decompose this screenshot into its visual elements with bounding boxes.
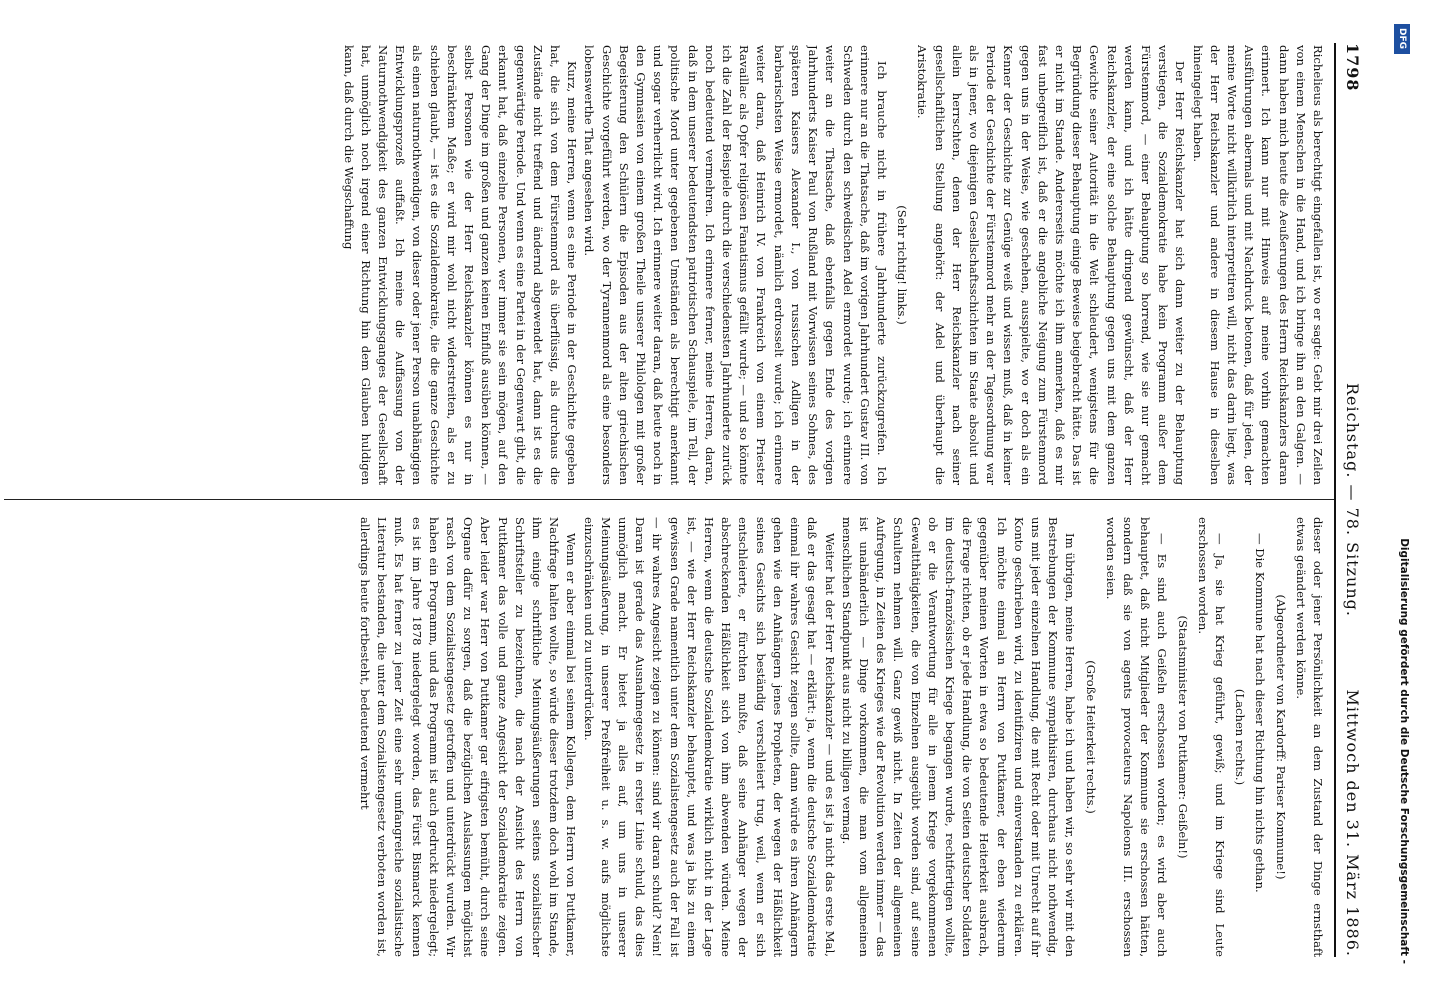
session-title: Reichstag. — 78. Sitzung. (1343, 383, 1362, 617)
page-number: 1798 (1343, 43, 1362, 92)
interjection: (Staatsminister von Puttkamer: Geißeln!) (1175, 615, 1190, 859)
paragraph: Im übrigen, meine Herren, habe ich und haben wir, so sehr wir mit den Bestrebungen der Kommune sympathisiren, durchaus nicht nothwendig, uns mit jeder einzelnen Handlung, die mit Recht oder mit Unrecht auf ihr Konto geschrieben wird, zu identifiziren und einverstanden zu erklären. Ich möchte einmal an Herrn von Puttkamer, der eben wiederum gegenüber meinen Worten in etwa so bedeutende Heiterkeit ausbrach, die Frage richten, ob er jede Handlung, die von Seiten deutscher Soldaten im deutsch-französischen Kriege begangen wurde, rechtfertigen wollte, ob er die Verantwortung für alle in jenem Kriege vorgekommenen Gewaltthätigkeiten, die von Einzelnen ausgeübt worden sind, auf seine Schultern nehmen will. Ganz gewiß nicht. In Zeiten der allgemeinen Aufregung, in Zeiten des Krieges wie der Revolution werden immer — das ist unabänderlich — Dinge vorkommen, die man vom allgemeinen menschlichen Standpunkt aus nicht zu billigen vermag. (839, 517, 1078, 957)
interjection: (Abgeordneter von Kardorff: Pariser Kommune!) (1273, 594, 1288, 880)
rotated-scanned-page (0, 25, 1370, 975)
digitization-credit (1386, 24, 1426, 984)
paragraph: Wenn er aber einmal bei seinem Kollegen, dem Herrn von Puttkamer, Nachfrage halten wollte, so würde dieser trotzdem doch wohl im Stande, ihm einige schriftliche Meinungsäußerungen seitens sozialistischer Schriftsteller zu bezeichnen, die nach der Ansicht des Herrn von Puttkamer das volle und ganze Angesicht der Sozialdemokratie zeigen. Aber leider war Herr von Puttkamer gar eifrigsten bemüht, durch seine Organe dafür zu sorgen, daß die bezüglichen Auslassungen möglichst rasch von dem Sozialistengesetz getroffen und unterdrückt wurden. Wir haben ein Programm, und das Programm ist auch gedruckt niedergelegt; es ist im Jahre 1878 niedergelegt worden, das Fürst Bismarck kennen muß. Es hat ferner zu jener Zeit eine sehr umfangreiche sozialistische Literatur bestanden, die unter dem Sozialistengesetz verboten worden ist, allerdings heute fortbesteht, bedeutend vermehrt (358, 517, 579, 957)
page-header (1338, 43, 1364, 957)
digitization-credit-text: Digitalisierung gefördert durch die Deutsche Forschungsgemeinschaft - (1398, 538, 1410, 964)
interjection: (Lachen rechts.) (1233, 688, 1248, 786)
paragraph: Kurz, meine Herren, wenn es eine Periode in der Geschichte gegeben hat, die sich von dem Fürstenmord als überflüssig, als durchaus die Zustände nicht treffend und ändernd abgewendet hat, dann ist es die gegenwärtige Periode. Und wenn es eine Partei in der Gegenwart gibt, die erkannt hat, daß einzelne Personen, wer immer sie sein mögen, auf den Gang der Dinge im großen und ganzen keinen Einfluß ausüben können, — selbst Personen wie der Herr Reichskanzler können es nur in beschränktem Maße; er wird mir wohl nicht widerstreiten, als er zu schieben glaubt, — ist es die Sozialdemokratie, die die ganze Geschichte als einen naturnothwendigen, von dieser oder jener Person unabhängigen Entwicklungsprozeß auffaßt. Ich meine die Auffassung von der Naturnothwendigkeit des ganzen Entwicklungsganges der Gesellschaft hat, unmöglich noch irgend einer Richtung hin dem Glauben huldigen kann, daß durch die Wegschaffung (341, 45, 580, 485)
header-rule (1334, 43, 1336, 957)
interjection: (Sehr richtig! links.) (895, 205, 910, 325)
paragraph: Ich brauche nicht in frühere Jahrhunderte zurückzugreifen. Ich erinnere nur an die Thatsache, daß im vorigen Jahrhundert Gustav III. von Schweden durch den schwedischen Adel ermordet wurde; ich erinnere weiter an die Thatsache, daß ebenfalls gegen Ende des vorigen Jahrhunderts Kaiser Paul von Rußland mit Vorwissen seines Sohnes, des späteren Kaisers Alexander I., von russischen Adligen in der barbarischsten Weise ermordet, nämlich erdrosselt wurde; ich erinnere weiter daran, daß Heinrich IV. von Frankreich von einem Priester Ravaillac als Opfer religiösen Fanatismus gefällt wurde; — und so könnte ich die Zahl der Beispiele durch die verschiedensten Jahrhunderte zurück noch bedeutend vermehren. Ich erinnere ferner, meine Herren, daran, daß in dem unserer bedeutendsten patriotischen Schauspiele, im Tell, der politische Mord unter gegebenen Umständen als berechtigt anerkannt und sogar verherrlicht wird. Ich erinnere weiter daran, daß heute noch in den Gymnasien von einem großen Theile unserer Philologen mit großer Begeisterung den Schülern die Episoden aus der alten griechischen Geschichte vorgeführt werden, wo der Tyrannenmord als eine besonders lobenswerthe That angesehen wird. (582, 45, 889, 485)
paragraph: Der Herr Reichskanzler hat sich dann weiter zu der Behauptung verstiegen, die Sozialdemokratie habe kein Programm außer dem Fürstenmord, — einer Behauptung so horrend, wie sie nur gemacht werden kann, und ich hätte dringend gewünscht, daß der Herr Reichskanzler, der eine solche Behauptung gegen uns mit dem ganzen Gewichte seiner Autorität in die Welt schleudert, wenigstens für die Begründung dieser Behauptung einige Beweise beigebracht hätte. Das ist er nicht im Stande. Andererseits möchte ich ihm anmerken, daß es mir fast unbegreiflich ist, daß er die angebliche Neigung zum Fürstenmord gegen uns in der Weise, wie geschehen, ausspielte, wo er doch als ein Kenner der Geschichte zur Genüge weiß und wissen muß, daß in keiner Periode der Geschichte der Fürstenmord mehr an der Tagesordnung war als in jener, wo diejenigen Gesellschaftsschichten im Staate absolut und allein herrschten, denen der Herr Reichskanzler nach seiner gesellschaftlichen Stellung angehört: der Adel und überhaupt die Aristokratie. (915, 45, 1188, 485)
dfg-logo: DFG (1394, 24, 1410, 54)
paragraph: — Die Kommune hat nach dieser Richtung hin nichts gethan. (1253, 533, 1268, 893)
paragraph: Richelieus als berechtigt eingefallen ist, wo er sagte: Gebt mir drei Zeilen von einem Menschen in die Hand, und ich bringe ihn an den Galgen. — dann haben mich heute die Aeußerungen des Herrn Reichskanzlers daran erinnert. Ich kann nur mit Hinweis auf meine vorhin gemachten Ausführungen abermals und mit Nachdruck betonen, daß für jeden, der meine Worte nicht willkürlich interpretiren will, nicht das darin liegt, was der Herr Reichskanzler und andere in diesem Hause in dieselben hineingelegt haben. (1190, 45, 1325, 485)
paragraph: dieser oder jener Persönlichkeit an dem Zustand der Dinge ernsthaft etwas geändert werden könne. (1293, 517, 1325, 957)
paragraph: — Ja, sie hat Krieg geführt, gewiß; und im Kriege sind Leute erschossen worden. (1195, 517, 1227, 957)
left-column (6, 45, 1326, 485)
column-divider (4, 499, 1334, 500)
session-date: Mittwoch den 31. März 1886. (1343, 689, 1362, 957)
interjection: (Große Heiterkeit rechts.) (1083, 660, 1098, 814)
right-column (6, 517, 1326, 957)
paragraph: Weiter hat der Herr Reichskanzler — und es ist ja nicht das erste Mal, daß er das gesagt hat — erklärt: ja, wenn die deutsche Sozialdemokratie einmal ihr wahres Gesicht zeigen sollte, dann würde es ihren Anhängern gehen wie den Anhängern jenes Propheten, der wegen der Häßlichkeit seines Gesichts sich beständig verschleiert trug, weil, wenn er sich entschleierte, er fürchten mußte, daß seine Anhänger wegen der abschreckenden Häßlichkeit sich von ihm abwenden würden. Meine Herren, wenn die deutsche Sozialdemokratie wirklich nicht in der Lage ist, — wie der Herr Reichskanzler behauptet, und was ja bis zu einem gewissen Grade namentlich unter dem Sozialistengesetz auch der Fall ist — ihr wahres Angesicht zeigen zu können: sind wir daran schuld? Nein! Daran ist gerade das Ausnahmegesetz in erster Linie schuld, das dies unmöglich macht. Er bietet ja alles auf, um uns in unserer Meinungsäußerung, in unserer Preßfreiheit u. s. w. aufs möglichste einzuschränken und zu unterdrücken. (581, 517, 837, 957)
paragraph: — Es sind auch Geißeln erschossen worden; es wird aber auch behauptet, daß nicht Mitglieder der Kommune sie erschossen hätten, sondern daß sie von agents provocateurs Napoleons III. erschossen worden seien. (1103, 517, 1170, 957)
